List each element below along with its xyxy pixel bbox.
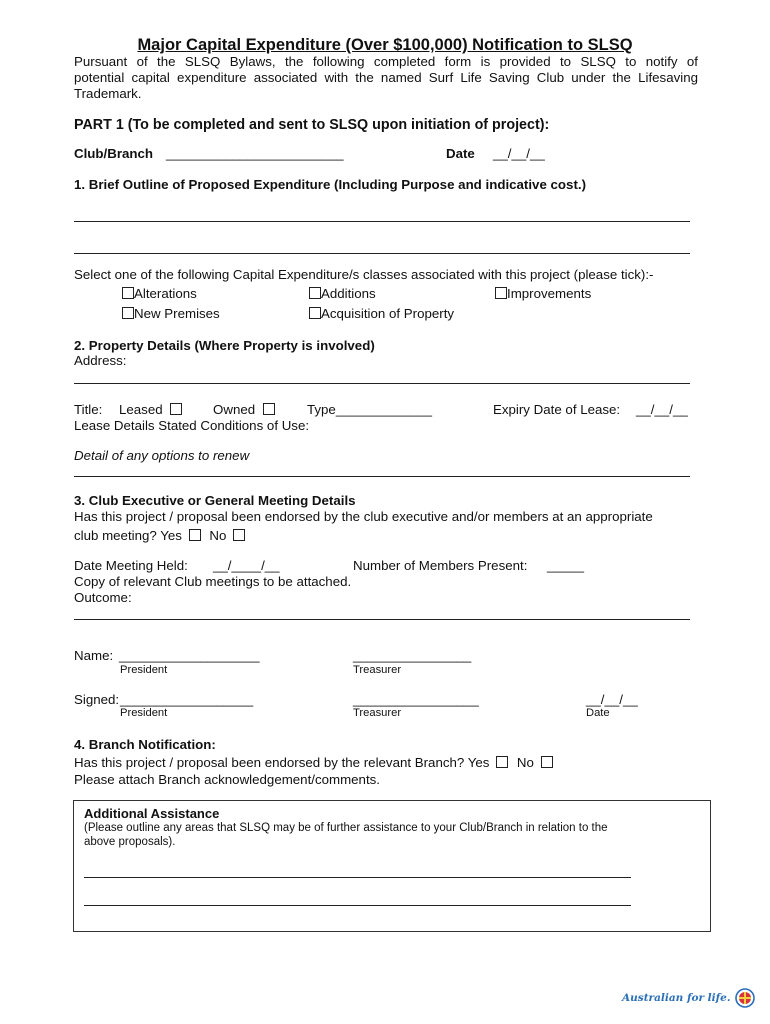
president-caption: President xyxy=(120,664,168,676)
checkbox-icon[interactable] xyxy=(495,287,507,299)
club-no-checkbox[interactable] xyxy=(233,529,245,541)
owned-option[interactable] xyxy=(213,402,275,417)
renew-options-line[interactable] xyxy=(74,476,690,477)
owned-label: Owned xyxy=(213,402,256,417)
endorse-line-2: club meeting? Yes xyxy=(74,528,182,543)
checkbox-improvements[interactable] xyxy=(495,286,591,301)
title-label: Title: xyxy=(74,402,103,417)
section3-heading: 3. Club Executive or General Meeting Details xyxy=(74,493,356,508)
checkbox-additions[interactable] xyxy=(309,286,376,301)
leased-label: Leased xyxy=(119,402,163,417)
checkbox-acquisition[interactable] xyxy=(309,306,454,321)
intro-line-3: Trademark. xyxy=(74,86,142,101)
checkbox-new-premises[interactable] xyxy=(122,306,220,321)
checkbox-icon[interactable] xyxy=(122,287,134,299)
assistance-line-2[interactable] xyxy=(84,905,631,906)
branch-no-label: No xyxy=(516,755,534,770)
section4-heading: 4. Branch Notification: xyxy=(74,737,216,752)
club-branch-field[interactable]: ________________________ xyxy=(166,146,344,161)
outcome-label: Outcome: xyxy=(74,590,132,605)
expiry-field[interactable]: __/__/__ xyxy=(636,402,688,417)
branch-attach-text: Please attach Branch acknowledgement/comments. xyxy=(74,772,380,787)
president-name-field[interactable]: ___________________ xyxy=(119,648,260,663)
treasurer-caption: Treasurer xyxy=(353,664,402,676)
outcome-line[interactable] xyxy=(74,619,690,620)
address-label: Address: xyxy=(74,353,127,368)
slsa-emblem-icon xyxy=(735,988,755,1008)
members-present-field[interactable]: _____ xyxy=(547,558,584,573)
club-branch-label: Club/Branch xyxy=(74,146,154,161)
president-sign-caption: President xyxy=(120,707,168,719)
signed-label: Signed: xyxy=(74,692,120,707)
alterations-label: Alterations xyxy=(134,286,197,301)
improvements-label: Improvements xyxy=(507,286,592,301)
footer-tagline: Australian for life. xyxy=(622,992,731,1004)
branch-endorse-text: Has this project / proposal been endorsed by the relevant Branch? Yes xyxy=(74,755,490,770)
treasurer-name-field[interactable]: ________________ xyxy=(353,648,472,663)
address-line[interactable] xyxy=(74,383,690,384)
assistance-heading: Additional Assistance xyxy=(84,806,220,821)
branch-yes-checkbox[interactable] xyxy=(496,756,508,768)
section2-heading: 2. Property Details (Where Property is involved) xyxy=(74,338,375,353)
assistance-desc-line-1: (Please outline any areas that SLSQ may be of further assistance to your Club/Branch in relation to the xyxy=(84,822,608,834)
expiry-label: Expiry Date of Lease: xyxy=(493,402,621,417)
date-caption: Date xyxy=(586,707,610,719)
renew-options-label: Detail of any options to renew xyxy=(74,448,250,463)
intro-line-1: Pursuant of the SLSQ Bylaws, the following completed form is provided to SLSQ to notify of xyxy=(74,54,698,69)
section1-heading: 1. Brief Outline of Proposed Expenditure (Including Purpose and indicative cost.) xyxy=(74,177,586,192)
additional-assistance-box xyxy=(73,800,711,932)
new-premises-label: New Premises xyxy=(134,306,220,321)
branch-no-checkbox[interactable] xyxy=(541,756,553,768)
checkbox-alterations[interactable] xyxy=(122,286,197,301)
outline-line-2[interactable] xyxy=(74,253,690,254)
endorse-line-1: Has this project / proposal been endorsed by the club executive and/or members at an appropriate xyxy=(74,509,653,524)
form-title: Major Capital Expenditure (Over $100,000) Notification to SLSQ xyxy=(137,36,633,54)
intro-line-2: potential capital expenditure associated with the named Surf Life Saving Club under the Lifesaving xyxy=(74,70,698,85)
club-yes-checkbox[interactable] xyxy=(189,529,201,541)
part1-heading: PART 1 (To be completed and sent to SLSQ upon initiation of project): xyxy=(74,117,550,133)
copy-meetings-text: Copy of relevant Club meetings to be attached. xyxy=(74,574,352,589)
leased-option[interactable] xyxy=(119,402,182,417)
additions-label: Additions xyxy=(321,286,376,301)
signed-date-field[interactable]: __/__/__ xyxy=(586,692,638,707)
lease-details-label: Lease Details Stated Conditions of Use: xyxy=(74,418,310,433)
date-label: Date xyxy=(446,146,475,161)
type-field[interactable]: Type_____________ xyxy=(307,402,432,417)
meeting-held-label: Date Meeting Held: xyxy=(74,558,188,573)
footer-logo xyxy=(622,988,755,1008)
outline-line-1[interactable] xyxy=(74,221,690,222)
name-label: Name: xyxy=(74,648,114,663)
leased-checkbox[interactable] xyxy=(170,403,182,415)
president-signature-field[interactable]: __________________ xyxy=(120,692,254,707)
members-present-label: Number of Members Present: xyxy=(353,558,528,573)
checkbox-icon[interactable] xyxy=(309,287,321,299)
treasurer-sign-caption: Treasurer xyxy=(353,707,402,719)
meeting-held-field[interactable]: __/____/__ xyxy=(213,558,280,573)
checkbox-icon[interactable] xyxy=(309,307,321,319)
assistance-line-1[interactable] xyxy=(84,877,631,878)
date-field[interactable]: __/__/__ xyxy=(493,146,545,161)
treasurer-signature-field[interactable]: _________________ xyxy=(353,692,479,707)
acquisition-label: Acquisition of Property xyxy=(321,306,455,321)
owned-checkbox[interactable] xyxy=(263,403,275,415)
checkbox-icon[interactable] xyxy=(122,307,134,319)
class-select-instruction: Select one of the following Capital Expenditure/s classes associated with this project (please tick):- xyxy=(74,267,654,282)
assistance-desc-line-2: above proposals). xyxy=(84,836,176,848)
club-no-label: No xyxy=(209,528,227,543)
